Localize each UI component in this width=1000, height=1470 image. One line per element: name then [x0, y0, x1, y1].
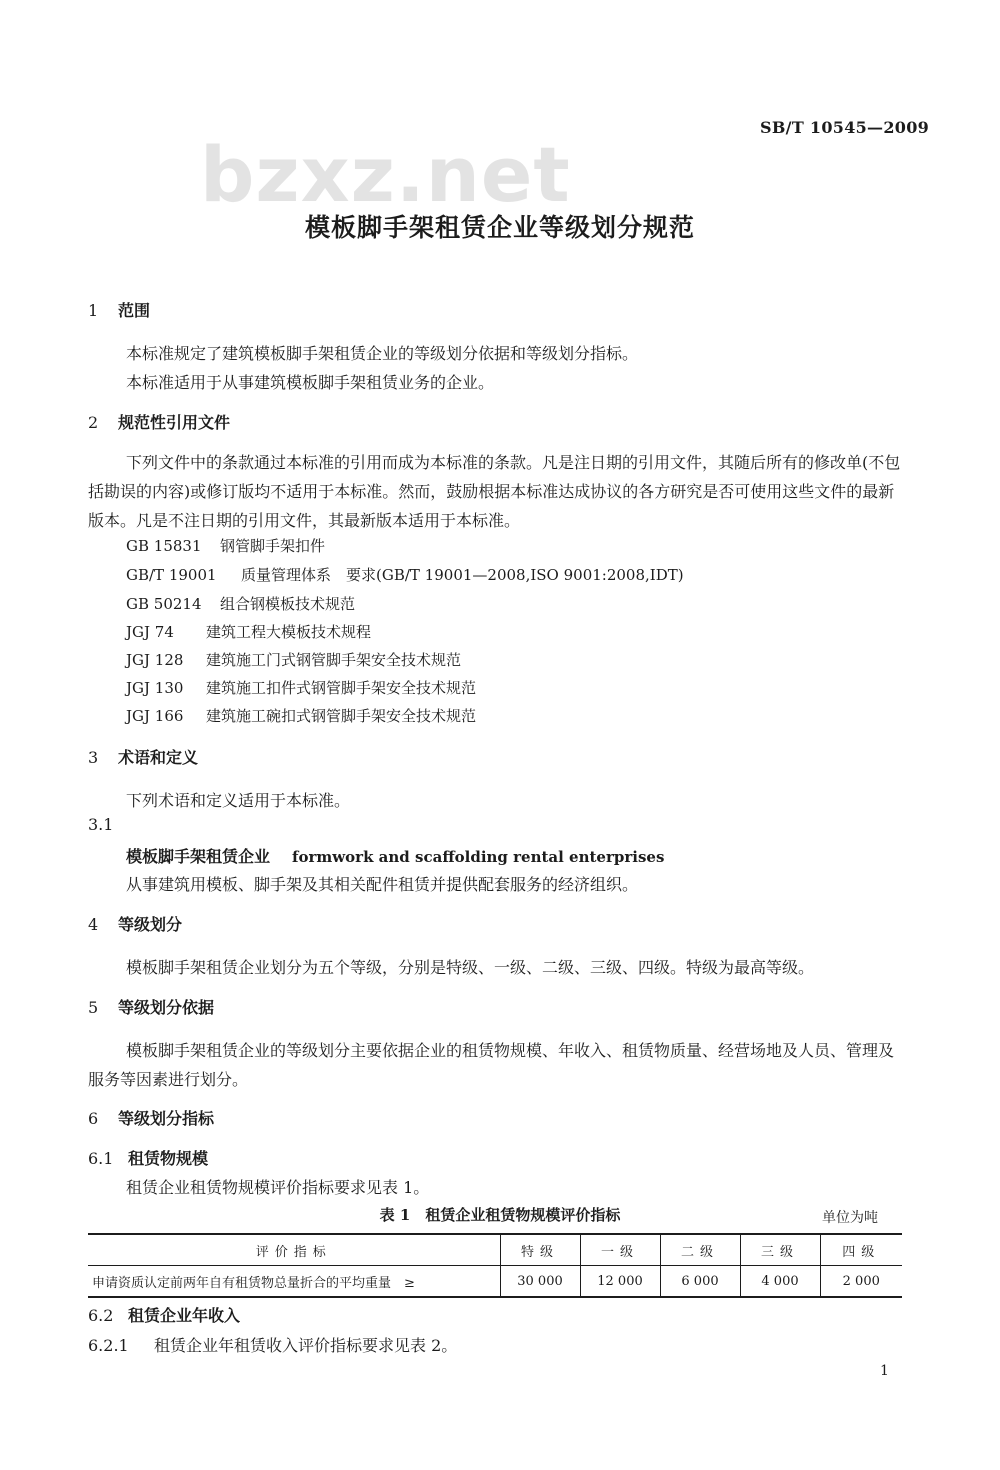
document-title: 模板脚手架租赁企业等级划分规范: [304, 213, 695, 242]
subsection-number: 6.2: [88, 1306, 114, 1325]
section-4-heading: [88, 912, 182, 935]
section-5-heading: [88, 995, 214, 1018]
table-cell-metric: 申请资质认定前两年自有租赁物总量折合的平均重量 ≥: [88, 1266, 500, 1298]
reference-item: [126, 535, 325, 556]
table-cell: 2 000: [820, 1266, 902, 1298]
term-chinese: 模板脚手架租赁企业: [126, 847, 271, 866]
page-number: 1: [880, 1363, 889, 1379]
reference-item: [126, 677, 476, 698]
table-cell: 4 000: [740, 1266, 820, 1298]
clause-6-2-1: [88, 1333, 457, 1356]
reference-item: [126, 564, 684, 585]
reference-code: JGJ 166: [126, 707, 184, 725]
section-number: 4: [88, 915, 99, 934]
reference-code: GB/T 19001: [126, 566, 217, 584]
section-2-heading: [88, 410, 230, 433]
reference-title: 钢管脚手架扣件: [220, 537, 326, 555]
table-caption: 表 1 租赁企业租赁物规模评价指标: [379, 1206, 621, 1224]
table-header-cell: 三级: [740, 1234, 820, 1266]
reference-title: 建筑施工扣件式钢管脚手架安全技术规范: [206, 679, 477, 697]
reference-item: [126, 705, 476, 726]
subsection-6-1-paragraph: 租赁企业租赁物规模评价指标要求见表 1。: [126, 1178, 430, 1197]
section-6-heading: [88, 1106, 214, 1129]
table-header-cell: 评价指标: [88, 1234, 500, 1266]
subsection-number: 3.1: [88, 815, 114, 834]
section-number: 3: [88, 748, 99, 767]
term-english: formwork and scaffolding rental enterprises: [292, 848, 665, 866]
reference-code: JGJ 128: [126, 651, 184, 669]
reference-title: 建筑施工门式钢管脚手架安全技术规范: [206, 651, 462, 669]
section-1-paragraph-2: 本标准适用于从事建筑模板脚手架租赁业务的企业。: [126, 373, 495, 392]
reference-item: [126, 621, 371, 642]
standard-code: SB/T 10545—2009: [760, 118, 930, 137]
section-number: 6: [88, 1109, 99, 1128]
section-number: 5: [88, 998, 99, 1017]
section-title: 范围: [118, 301, 151, 320]
section-title: 等级划分: [118, 915, 183, 934]
table-header-cell: 特级: [500, 1234, 580, 1266]
section-title: 等级划分指标: [118, 1109, 215, 1128]
section-1-heading: [88, 298, 150, 321]
reference-title: 质量管理体系 要求(GB/T 19001—2008,ISO 9001:2008,IDT): [241, 566, 684, 584]
section-title: 规范性引用文件: [118, 413, 231, 432]
reference-title: 建筑施工碗扣式钢管脚手架安全技术规范: [206, 707, 477, 725]
reference-code: GB 15831: [126, 537, 202, 555]
reference-title: 建筑工程大模板技术规程: [206, 623, 372, 641]
section-number: 1: [88, 301, 99, 320]
clause-number: 6.2.1: [88, 1336, 129, 1355]
table-header-cell: 四级: [820, 1234, 902, 1266]
section-number: 2: [88, 413, 99, 432]
reference-code: JGJ 74: [126, 623, 174, 641]
table-row: [88, 1266, 902, 1298]
section-2-paragraph: 下列文件中的条款通过本标准的引用而成为本标准的条款。凡是注日期的引用文件，其随后所有的修改单(不包括勘误的内容)或修订版均不适用于本标准。然而，鼓励根据本标准达成协议的各方研究是否可使用这些文件的最新版本。凡是不注日期的引用文件，其最新版本适用于本标准。: [88, 453, 901, 530]
term: [126, 844, 664, 867]
table-unit: 单位为吨: [822, 1210, 878, 1226]
reference-item: [126, 593, 355, 614]
table-header-cell: 二级: [660, 1234, 740, 1266]
subsection-6-1-heading: [88, 1146, 208, 1169]
reference-title: 组合钢模板技术规范: [220, 595, 356, 613]
rental-scale-table: [88, 1233, 902, 1298]
subsection-6-2-heading: [88, 1303, 240, 1326]
reference-code: GB 50214: [126, 595, 202, 613]
subsection-number: 6.1: [88, 1149, 114, 1168]
table-header-cell: 一级: [580, 1234, 660, 1266]
subsection-title: 租赁物规模: [128, 1149, 209, 1168]
table-cell: 30 000: [500, 1266, 580, 1298]
section-3-paragraph: 下列术语和定义适用于本标准。: [126, 791, 351, 810]
table-header-row: [88, 1234, 902, 1266]
term-definition: 从事建筑用模板、脚手架及其相关配件租赁并提供配套服务的经济组织。: [126, 875, 639, 894]
section-title: 术语和定义: [118, 748, 199, 767]
section-1-paragraph-1: 本标准规定了建筑模板脚手架租赁企业的等级划分依据和等级划分指标。: [126, 344, 639, 363]
section-4-paragraph: 模板脚手架租赁企业划分为五个等级，分别是特级、一级、二级、三级、四级。特级为最高等级。: [126, 958, 815, 977]
table-cell: 6 000: [660, 1266, 740, 1298]
subsection-title: 租赁企业年收入: [128, 1306, 241, 1325]
table-cell: 12 000: [580, 1266, 660, 1298]
section-3-heading: [88, 745, 198, 768]
watermark: bzxz.net: [200, 130, 571, 219]
clause-text: 租赁企业年租赁收入评价指标要求见表 2。: [154, 1336, 458, 1355]
section-5-paragraph: 模板脚手架租赁企业的等级划分主要依据企业的租赁物规模、年收入、租赁物质量、经营场地及人员、管理及服务等因素进行划分。: [88, 1041, 895, 1089]
reference-code: JGJ 130: [126, 679, 184, 697]
reference-item: [126, 649, 461, 670]
section-title: 等级划分依据: [118, 998, 215, 1017]
